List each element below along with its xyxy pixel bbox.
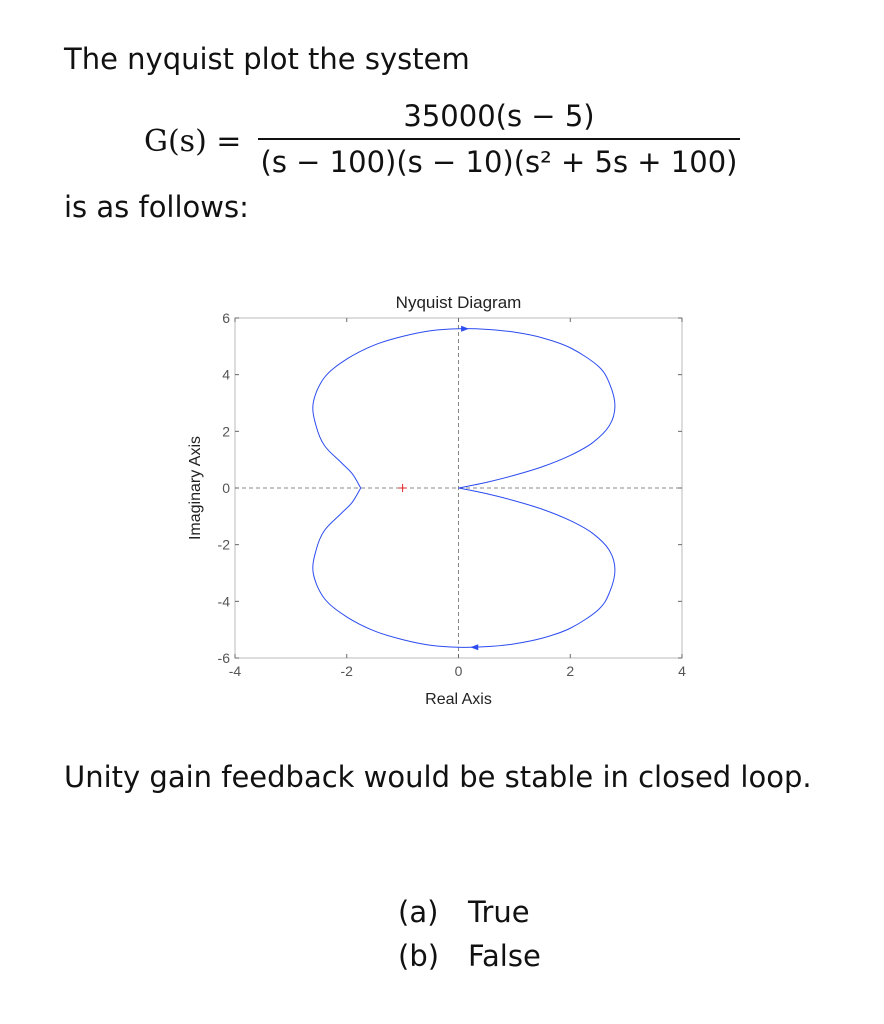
option-a-letter: (a) [398,895,439,929]
question-statement: Unity gain feedback would be stable in closed loop. [64,760,812,794]
y-tick-label: 2 [222,423,230,440]
x-tick-label: -2 [340,663,353,679]
y-tick-label: -4 [217,593,230,610]
y-axis-label: Imaginary Axis [187,435,204,541]
option-b[interactable] [398,934,541,978]
x-tick-label: 2 [566,663,575,679]
fraction-bar [258,138,740,140]
option-b-letter: (b) [398,939,440,973]
x-axis-label: Real Axis [425,691,492,708]
y-tick-label: -6 [217,650,230,666]
y-tick-label: 4 [222,366,230,383]
chart-title: Nyquist Diagram [395,293,522,312]
nyquist-plot-svg [180,282,700,712]
option-a-text: True [468,895,530,929]
y-tick-label: 6 [222,310,230,326]
x-tick-label: 4 [678,663,686,679]
option-a[interactable] [398,890,541,934]
question-follows: is as follows: [64,190,249,224]
option-b-text: False [468,939,541,973]
answer-options [398,890,541,978]
transfer-function-equation [140,96,760,188]
question-intro: The nyquist plot the system [64,42,470,76]
y-tick-label: 0 [222,480,230,496]
equation-denominator: (s − 100)(s − 10)(s² + 5s + 100) [260,145,738,179]
x-tick-label: 0 [454,663,463,679]
nyquist-chart [180,282,700,712]
equation-lhs: G(s) = [144,124,242,159]
y-tick-label: -2 [217,536,230,553]
equation-numerator: 35000(s − 5) [403,99,595,133]
x-tick-label: -4 [228,663,242,679]
equation-fraction [258,96,740,182]
